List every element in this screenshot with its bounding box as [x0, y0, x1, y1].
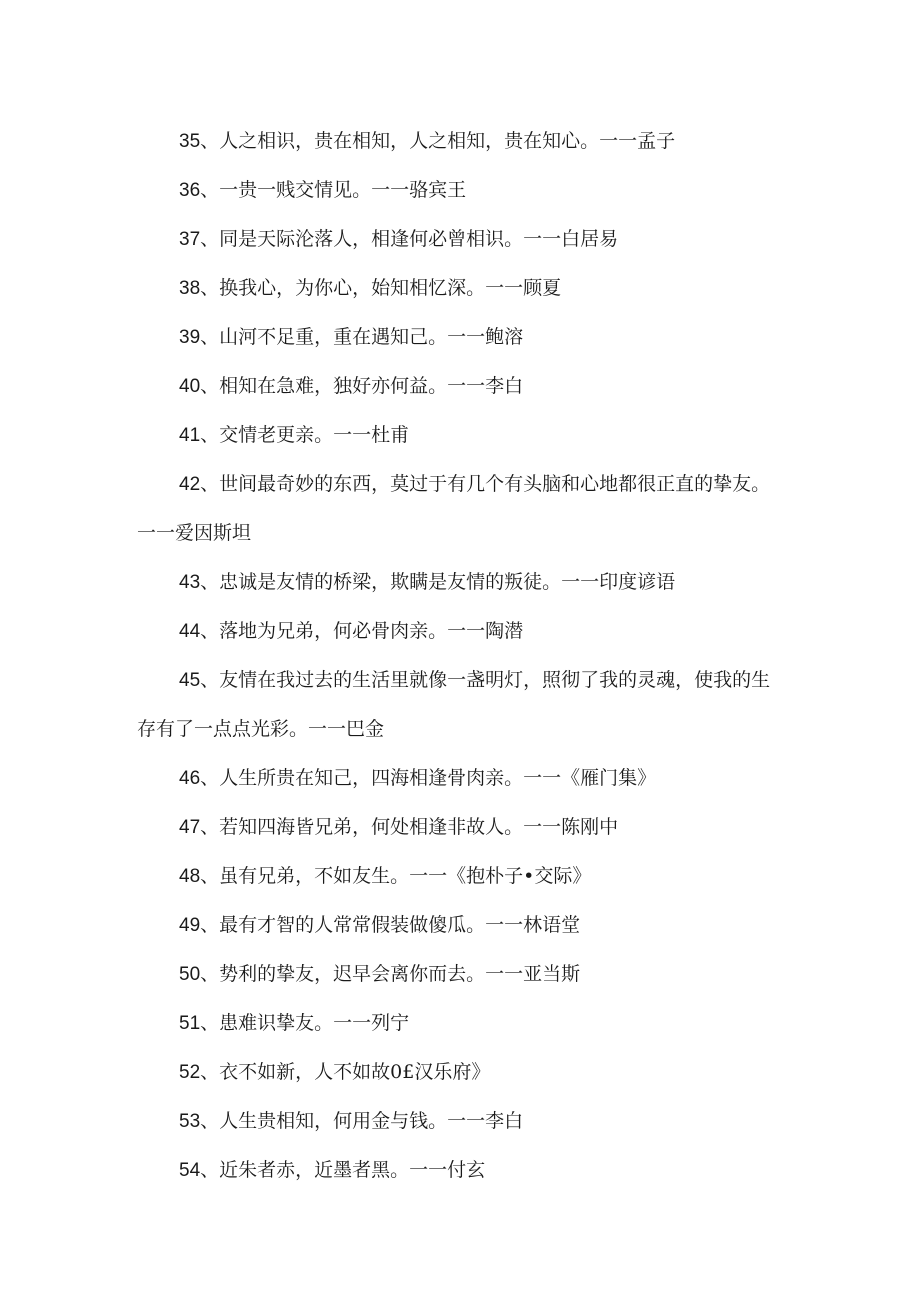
- quote-text: 、友情在我过去的生活里就像一盏明灯，照彻了我的灵魂，使我的生存有了一点点光彩。一一巴金: [137, 669, 771, 740]
- quote-number: 39: [179, 327, 201, 348]
- quote-item: [137, 166, 777, 215]
- quote-text: 、落地为兄弟，何必骨肉亲。一一陶潜: [200, 620, 524, 642]
- quote-number: 41: [179, 425, 201, 446]
- quote-number: 50: [179, 964, 201, 985]
- quote-number: 43: [179, 572, 201, 593]
- quote-text: 、患难识挚友。一一列宁: [200, 1012, 410, 1034]
- quote-text: 、人之相识，贵在相知，人之相知，贵在知心。一一孟子: [200, 130, 676, 152]
- quote-item: [137, 313, 777, 362]
- quote-item: [137, 264, 777, 313]
- quote-number: 49: [179, 915, 201, 936]
- quote-text: 、虽有兄弟，不如友生。一一《抱朴子•交际》: [200, 865, 592, 887]
- quote-text: 、最有才智的人常常假装做傻瓜。一一林语堂: [200, 914, 581, 936]
- quote-text: 、衣不如新，人不如故0£汉乐府》: [200, 1061, 491, 1083]
- quote-item: [137, 803, 777, 852]
- quote-text: 、人生贵相知，何用金与钱。一一李白: [200, 1110, 524, 1132]
- quote-item: [137, 901, 777, 950]
- quote-number: 37: [179, 229, 201, 250]
- quote-text: 、人生所贵在知己，四海相逢骨肉亲。一一《雁门集》: [200, 767, 657, 789]
- quote-item: [137, 558, 777, 607]
- quote-item: [137, 656, 777, 754]
- quote-item: [137, 950, 777, 999]
- quote-text: 、势利的挚友，迟早会离你而去。一一亚当斯: [200, 963, 581, 985]
- quote-item: [137, 852, 777, 901]
- quote-number: 35: [179, 131, 201, 152]
- quote-text: 、同是天际沦落人，相逢何必曾相识。一一白居易: [200, 228, 619, 250]
- quote-item: [137, 1097, 777, 1146]
- quote-text: 、山河不足重，重在遇知己。一一鲍溶: [200, 326, 524, 348]
- quote-text: 、近朱者赤，近墨者黑。一一付玄: [200, 1159, 486, 1181]
- quote-item: [137, 215, 777, 264]
- quote-number: 40: [179, 376, 201, 397]
- quote-number: 53: [179, 1111, 201, 1132]
- quote-text: 、若知四海皆兄弟，何处相逢非故人。一一陈刚中: [200, 816, 619, 838]
- quote-number: 52: [179, 1062, 201, 1083]
- quote-number: 38: [179, 278, 201, 299]
- quote-number: 45: [179, 670, 201, 691]
- quote-number: 51: [179, 1013, 201, 1034]
- quote-number: 46: [179, 768, 201, 789]
- quote-number: 48: [179, 866, 201, 887]
- quote-list: [137, 117, 777, 1195]
- quote-text: 、忠诚是友情的桥梁，欺瞒是友情的叛徒。一一印度谚语: [200, 571, 676, 593]
- quote-item: [137, 362, 777, 411]
- quote-item: [137, 754, 777, 803]
- quote-number: 47: [179, 817, 201, 838]
- quote-item: [137, 999, 777, 1048]
- quote-text: 、相知在急难，独好亦何益。一一李白: [200, 375, 524, 397]
- quote-item: [137, 117, 777, 166]
- quote-text: 、交情老更亲。一一杜甫: [200, 424, 410, 446]
- quote-number: 42: [179, 474, 201, 495]
- quote-number: 36: [179, 180, 201, 201]
- quote-text: 、换我心，为你心，始知相忆深。一一顾夏: [200, 277, 562, 299]
- quote-item: [137, 607, 777, 656]
- quote-text: 、世间最奇妙的东西，莫过于有几个有头脑和心地都很正直的挚友。一一爱因斯坦: [137, 473, 771, 544]
- quote-item: [137, 460, 777, 558]
- quote-item: [137, 1048, 777, 1097]
- quote-item: [137, 1146, 777, 1195]
- quote-text: 、一贵一贱交情见。一一骆宾王: [200, 179, 467, 201]
- quote-item: [137, 411, 777, 460]
- quote-number: 44: [179, 621, 201, 642]
- quote-number: 54: [179, 1160, 201, 1181]
